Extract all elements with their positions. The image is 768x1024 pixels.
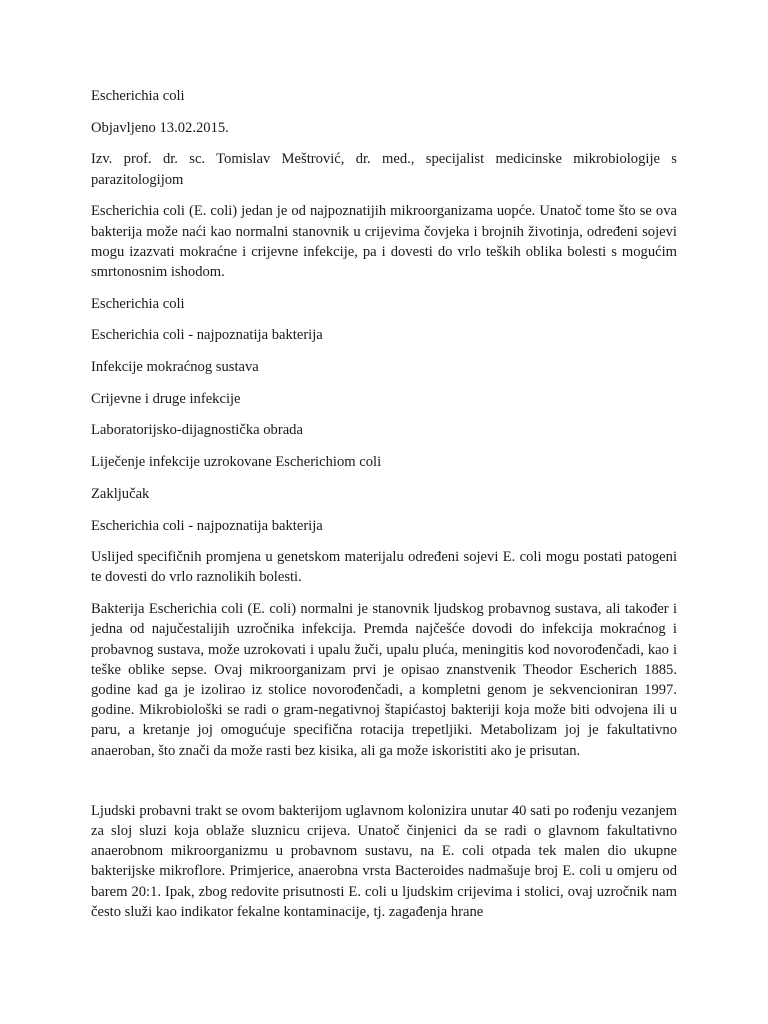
body-paragraph: Ljudski probavni trakt se ovom bakterijom uglavnom kolonizira unutar 40 sati po rođenju vezanjem za sloj sluzi koja oblaže sluznicu crijeva. Unatoč činjenici da se radi o glavnom fakultativno anaerobnom mikroorganizmu u probavnom sustavu, na E. coli otpada tek malen dio ukupne bakterijske mikroflore. Primjerice, anaerobna vrsta Bacteroides nadmašuje broj E. coli u omjeru od barem 20:1. Ipak, zbog redovite prisutnosti E. coli u ljudskim crijevima i stolici, ovaj uzročnik nam često služi kao indikator fekalne kontaminacije, tj. zagađenja hrane bbox=[91, 802, 677, 920]
toc-item: Infekcije mokraćnog sustava bbox=[91, 359, 259, 376]
author-line: Izv. prof. dr. sc. Tomislav Meštrović, dr. med., specijalist medicinske mikrobiologije s parazitologijom bbox=[91, 151, 677, 188]
intro-paragraph: Escherichia coli (E. coli) jedan je od najpoznatijih mikroorganizama uopće. Unatoč tome što se ova bakterija može naći kao normalni stanovnik u crijevima čovjeka i brojnih životinja, određeni sojevi mogu izazvati mokraćne i crijevne infekcije, pa i dovesti do vrlo teških oblika bolesti s mogućim smrtonosnim ishodom. bbox=[91, 203, 677, 280]
document-body bbox=[91, 86, 677, 934]
publish-date: Objavljeno 13.02.2015. bbox=[91, 119, 229, 136]
body-paragraph: Bakterija Escherichia coli (E. coli) normalni je stanovnik ljudskog probavnog sustava, ali također i jedna od najučestalijih uzročnika infekcija. Premda najčešće dovodi do infekcija mokraćnog i probavnog sustava, može uzrokovati i upalu žuči, upalu pluća, meningitis kod novorođenčadi, kao i teške oblike sepse. Ovaj mikroorganizam prvi je opisao znanstvenik Theodor Escherich 1885. godine kad ga je izolirao iz stolice novorođenčadi, a kompletni genom je sekvencioniran 1997. godine. Mikrobiološki se radi o gram-negativnoj štapićastoj bakteriji koja može biti odvojena ili u paru, a kretanje joj omogućuje specifična rotacija trepetljiki. Metabolizam joj je fakultativno anaeroban, što znači da može rasti bez kisika, ali ga može iskoristiti ako je prisutan. bbox=[91, 601, 677, 759]
section-heading: Escherichia coli - najpoznatija bakterija bbox=[91, 517, 323, 534]
document-title: Escherichia coli bbox=[91, 88, 185, 104]
toc-item: Laboratorijsko-dijagnostička obrada bbox=[91, 422, 303, 439]
toc-item: Escherichia coli - najpoznatija bakterija bbox=[91, 327, 323, 344]
toc-item: Crijevne i druge infekcije bbox=[91, 390, 241, 407]
body-paragraph: Uslijed specifičnih promjena u genetskom materijalu određeni sojevi E. coli mogu postati patogeni te dovesti do vrlo raznolikih bolesti. bbox=[91, 549, 677, 586]
toc-item: Zaključak bbox=[91, 485, 150, 502]
toc-item: Liječenje infekcije uzrokovane Escherichiom coli bbox=[91, 454, 382, 471]
toc-item: Escherichia coli bbox=[91, 295, 185, 312]
